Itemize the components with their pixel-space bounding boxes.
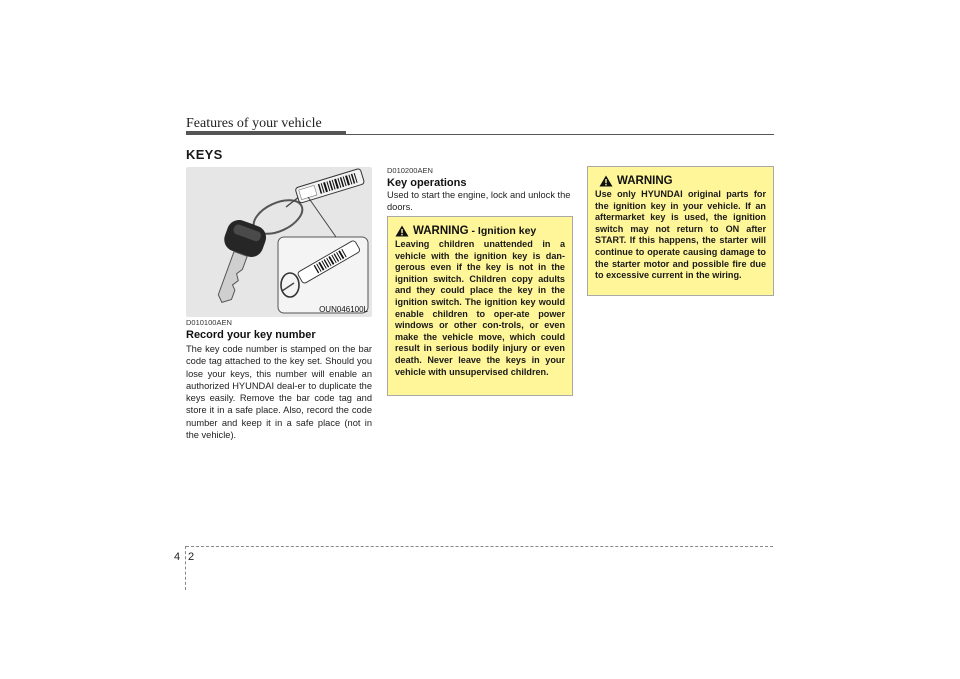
warning-title: WARNING (413, 225, 469, 237)
header-rule (186, 134, 774, 135)
ref-code: D010200AEN (387, 166, 433, 175)
record-key-heading: Record your key number (186, 329, 316, 341)
warning-header (395, 225, 565, 237)
page-number: 2 (188, 551, 195, 563)
warning-icon (599, 175, 613, 187)
warning-title: WARNING (617, 175, 673, 187)
chapter-number: 4 (174, 551, 181, 563)
warning-original-parts (587, 166, 774, 296)
warning-icon (395, 225, 409, 237)
footer-rule (186, 546, 773, 547)
running-header: Features of your vehicle (186, 116, 322, 131)
key-operations-body: Used to start the engine, lock and unlock the doors. (387, 190, 571, 213)
section-title: KEYS (186, 147, 223, 162)
warning-subtitle: - Ignition key (468, 225, 537, 237)
record-key-section (186, 318, 372, 441)
key-drawing (186, 167, 372, 317)
warning-ignition-key (387, 216, 573, 396)
record-key-body: The key code number is stamped on the bar code tag attached to the key set. Should you lose your keys, this number will enable an authorized HYUNDAI deal-er to duplicate the keys easily. Remove the bar code tag and store it in a safe place. Also, record the code number and keep it in a safe place (not in the vehicle). (186, 344, 372, 441)
ref-code: D010100AEN (186, 318, 232, 327)
key-illustration (186, 167, 372, 317)
key-operations-heading: Key operations (387, 177, 467, 189)
figure-code: OUN046100L (319, 305, 368, 314)
footer-vertical-rule (185, 546, 186, 590)
warning-body: Use only HYUNDAI original parts for the ignition key in your vehicle. If an aftermarket key is used, the ignition switch may not return to ON after START. If this happens, the starter will continue to operate causing damage to the starter motor and possible fire due to excessive current in the wiring. (595, 189, 766, 281)
key-operations-section (387, 166, 573, 214)
warning-header (599, 175, 766, 187)
warning-body: Leaving children unattended in a vehicle with the ignition key is dan-gerous even if the key is not in the ignition switch. Children copy adults and they could place the key in the ignition switch. The ignition key would enable children to oper-ate power windows or other con-trols, or even make the vehicle move, which could result in serious bodily injury or even death. Never leave the keys in your vehicle with unsupervised children. (395, 239, 565, 377)
